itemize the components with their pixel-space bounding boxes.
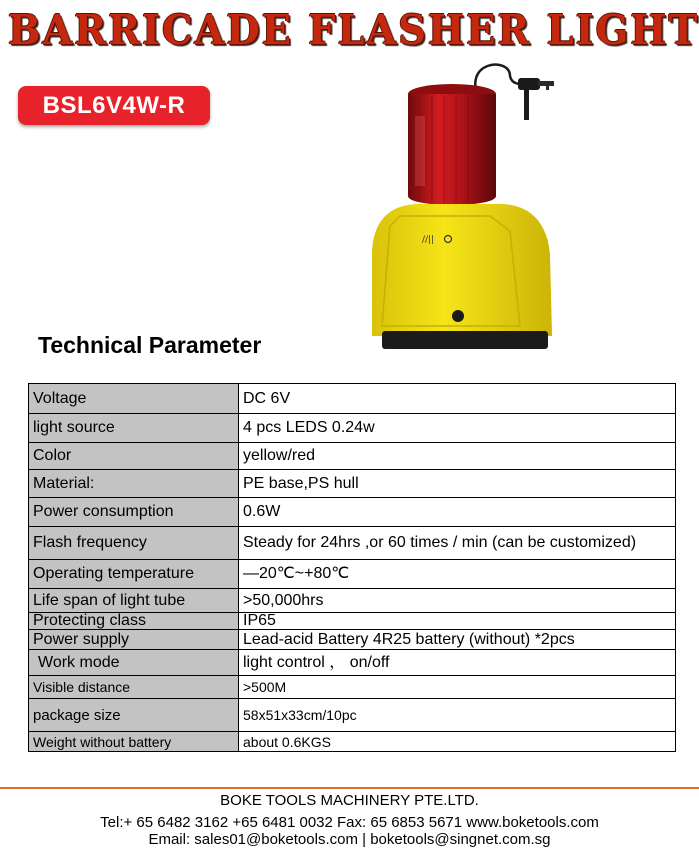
param-value: light control ， on/off [239,650,676,676]
footer-divider [0,787,699,789]
param-value: yellow/red [239,443,676,470]
table-row [29,414,676,443]
param-label: Material: [29,470,239,498]
param-value: 0.6W [239,498,676,527]
table-row [29,443,676,470]
section-title: Technical Parameter [38,332,262,358]
param-label: Color [29,443,239,470]
param-value: —20℃~+80℃ [239,560,676,589]
param-value: DC 6V [239,384,676,414]
param-label: Operating temperature [29,560,239,589]
table-row [29,676,676,699]
param-label: Visible distance [29,676,239,699]
param-label: Work mode [29,650,239,676]
footer-company: BOKE TOOLS MACHINERY PTE.LTD. [220,792,479,809]
param-label: Flash frequency [29,527,239,560]
key-icon [518,78,554,120]
param-label: Protecting class [29,613,239,630]
footer-email: Email: sales01@boketools.com | boketools@singnet.com.sg [148,831,551,848]
param-value: about 0.6KGS [239,732,676,752]
param-value: IP65 [239,613,676,630]
param-value: Steady for 24hrs ,or 60 times / min (can be customized) [239,527,676,560]
param-label: package size [29,699,239,732]
param-label: Voltage [29,384,239,414]
param-label: Weight without battery [29,732,239,752]
table-row [29,650,676,676]
table-row [29,384,676,414]
param-value: PE base,PS hull [239,470,676,498]
param-label: Power supply [29,630,239,650]
param-label: Power consumption [29,498,239,527]
table-row [29,560,676,589]
model-badge [18,86,210,125]
barricade-flasher-light-image [360,56,560,356]
param-label: light source [29,414,239,443]
table-row [29,732,676,752]
param-label: Life span of light tube [29,589,239,613]
param-value: 4 pcs LEDS 0.24w [239,414,676,443]
table-row [29,589,676,613]
table-row [29,699,676,732]
technical-parameter-table [28,383,676,752]
table-row [29,613,676,630]
table-row [29,470,676,498]
svg-text://||: //|| [422,235,435,245]
page-title: BARRICADE FLASHER LIGHT [8,6,699,54]
table-row [29,527,676,560]
param-value: >500M [239,676,676,699]
table-row [29,630,676,650]
param-value: Lead-acid Battery 4R25 battery (without) *2pcs [239,630,676,650]
param-value: >50,000hrs [239,589,676,613]
param-value: 58x51x33cm/10pc [239,699,676,732]
table-row [29,498,676,527]
footer-contact: Tel:+ 65 6482 3162 +65 6481 0032 Fax: 65 6853 5671 www.boketools.com [100,814,599,831]
model-number: BSL6V4W-R [42,91,186,119]
